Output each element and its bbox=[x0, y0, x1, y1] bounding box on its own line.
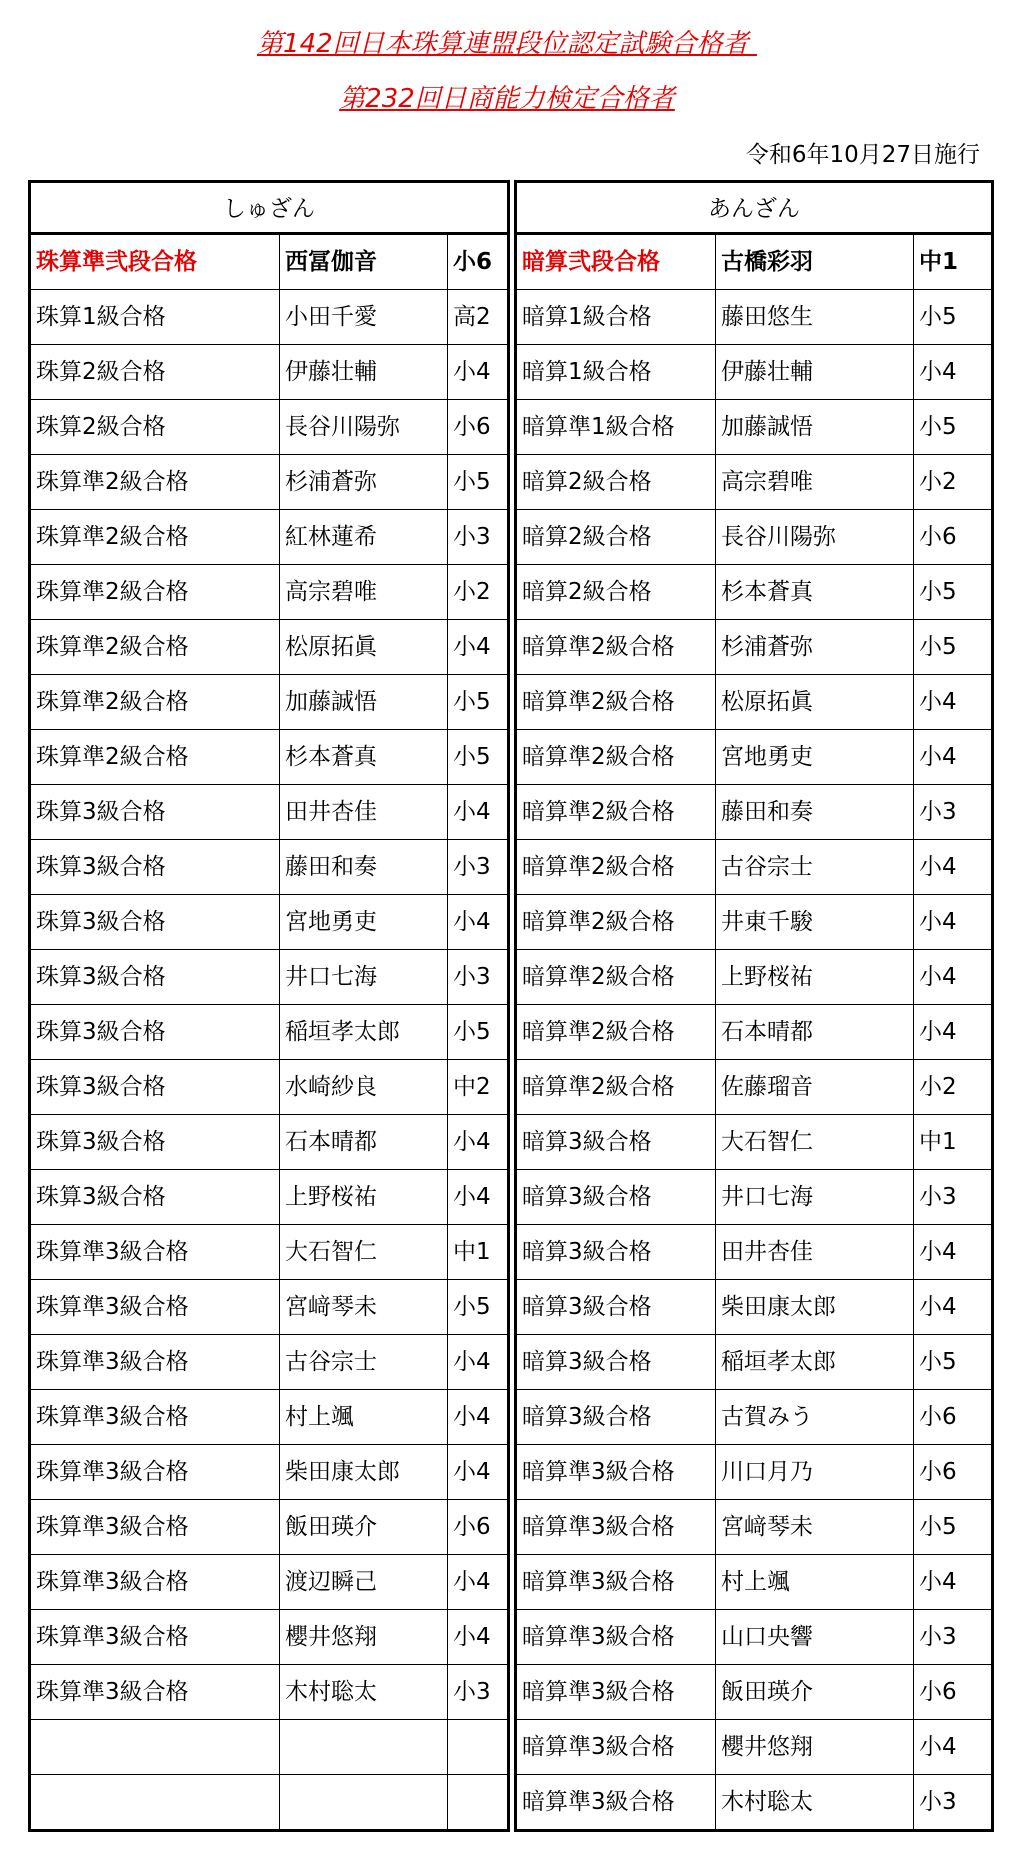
name-cell: 古賀みう bbox=[715, 1390, 913, 1444]
table-row bbox=[517, 895, 991, 950]
school-year-cell: 小5 bbox=[913, 565, 991, 619]
grade-cell: 暗算準2級合格 bbox=[522, 1019, 675, 1045]
name-cell: 宮地勇吏 bbox=[279, 895, 447, 949]
grade-cell: 珠算準3級合格 bbox=[36, 1294, 189, 1320]
name-cell: 宮﨑琴未 bbox=[715, 1500, 913, 1554]
school-year-cell: 小4 bbox=[447, 1170, 507, 1224]
school-year-cell: 小5 bbox=[447, 730, 507, 784]
name-cell: 松原拓眞 bbox=[279, 620, 447, 674]
grade-cell: 暗算3級合格 bbox=[522, 1349, 652, 1375]
grade-cell: 珠算2級合格 bbox=[36, 414, 166, 440]
table-row bbox=[517, 400, 991, 455]
name-cell: 稲垣孝太郎 bbox=[279, 1005, 447, 1059]
name-cell bbox=[279, 1720, 447, 1774]
school-year-cell: 小5 bbox=[447, 1280, 507, 1334]
name-cell: 川口月乃 bbox=[715, 1445, 913, 1499]
name-cell: 飯田瑛介 bbox=[279, 1500, 447, 1554]
grade-cell: 暗算1級合格 bbox=[522, 359, 652, 385]
school-year-cell: 中1 bbox=[913, 235, 991, 289]
grade-cell: 暗算準2級合格 bbox=[522, 1074, 675, 1100]
name-cell: 上野桜祐 bbox=[715, 950, 913, 1004]
name-cell: 石本晴都 bbox=[279, 1115, 447, 1169]
grade-cell: 暗算3級合格 bbox=[522, 1129, 652, 1155]
school-year-cell: 小4 bbox=[447, 620, 507, 674]
school-year-cell: 小4 bbox=[447, 1445, 507, 1499]
name-cell: 杉浦蒼弥 bbox=[279, 455, 447, 509]
name-cell: 藤田和奏 bbox=[715, 785, 913, 839]
school-year-cell: 小3 bbox=[913, 1610, 991, 1664]
name-cell: 藤田和奏 bbox=[279, 840, 447, 894]
school-year-cell: 小4 bbox=[913, 1005, 991, 1059]
document-subtitle: 第232回日商能力検定合格者 bbox=[339, 84, 675, 114]
name-cell: 柴田康太郎 bbox=[715, 1280, 913, 1334]
school-year-cell: 小6 bbox=[447, 235, 507, 289]
school-year-cell: 小6 bbox=[447, 400, 507, 454]
school-year-cell: 小4 bbox=[913, 1225, 991, 1279]
table-row bbox=[31, 1335, 507, 1390]
anzan-rows bbox=[517, 235, 991, 1829]
grade-cell: 暗算準3級合格 bbox=[522, 1734, 675, 1760]
table-row bbox=[517, 510, 991, 565]
grade-cell: 珠算準弐段合格 bbox=[36, 249, 197, 275]
name-cell: 大石智仁 bbox=[279, 1225, 447, 1279]
name-cell: 田井杏佳 bbox=[279, 785, 447, 839]
school-year-cell: 小4 bbox=[913, 840, 991, 894]
school-year-cell: 小5 bbox=[913, 290, 991, 344]
table-row bbox=[31, 345, 507, 400]
name-cell: 田井杏佳 bbox=[715, 1225, 913, 1279]
name-cell: 稲垣孝太郎 bbox=[715, 1335, 913, 1389]
name-cell: 古橋彩羽 bbox=[715, 235, 913, 289]
table-row bbox=[31, 290, 507, 345]
table-row bbox=[31, 235, 507, 290]
school-year-cell: 小3 bbox=[447, 840, 507, 894]
grade-cell: 暗算準3級合格 bbox=[522, 1789, 675, 1815]
table-row bbox=[517, 1115, 991, 1170]
school-year-cell bbox=[447, 1720, 507, 1774]
grade-cell: 珠算3級合格 bbox=[36, 1129, 166, 1155]
anzan-table bbox=[514, 180, 994, 1832]
table-row bbox=[517, 620, 991, 675]
name-cell: 古谷宗士 bbox=[279, 1335, 447, 1389]
name-cell: 藤田悠生 bbox=[715, 290, 913, 344]
grade-cell: 珠算準2級合格 bbox=[36, 579, 189, 605]
grade-cell: 暗算準2級合格 bbox=[522, 689, 675, 715]
name-cell: 櫻井悠翔 bbox=[279, 1610, 447, 1664]
name-cell: 渡辺瞬己 bbox=[279, 1555, 447, 1609]
name-cell: 木村聡太 bbox=[715, 1775, 913, 1829]
shuzan-table bbox=[28, 180, 510, 1832]
name-cell: 長谷川陽弥 bbox=[279, 400, 447, 454]
table-row bbox=[517, 565, 991, 620]
table-row bbox=[31, 510, 507, 565]
table-row bbox=[31, 1005, 507, 1060]
school-year-cell: 小6 bbox=[913, 1445, 991, 1499]
school-year-cell: 小4 bbox=[913, 895, 991, 949]
name-cell: 佐藤瑠音 bbox=[715, 1060, 913, 1114]
name-cell: 石本晴都 bbox=[715, 1005, 913, 1059]
grade-cell: 暗算準3級合格 bbox=[522, 1459, 675, 1485]
table-row bbox=[31, 1555, 507, 1610]
grade-cell: 暗算準1級合格 bbox=[522, 414, 675, 440]
table-row bbox=[31, 1170, 507, 1225]
grade-cell: 暗算準2級合格 bbox=[522, 909, 675, 935]
grade-cell: 暗算準2級合格 bbox=[522, 854, 675, 880]
table-row bbox=[517, 950, 991, 1005]
table-row bbox=[31, 620, 507, 675]
table-row bbox=[31, 840, 507, 895]
grade-cell: 珠算準3級合格 bbox=[36, 1349, 189, 1375]
name-cell: 村上颯 bbox=[715, 1555, 913, 1609]
school-year-cell: 小5 bbox=[913, 1335, 991, 1389]
table-row bbox=[517, 785, 991, 840]
grade-cell: 珠算準2級合格 bbox=[36, 469, 189, 495]
results-grid bbox=[28, 180, 994, 1832]
name-cell: 杉浦蒼弥 bbox=[715, 620, 913, 674]
grade-cell: 暗算準3級合格 bbox=[522, 1514, 675, 1540]
name-cell: 高宗碧唯 bbox=[279, 565, 447, 619]
school-year-cell: 小4 bbox=[913, 675, 991, 729]
table-row bbox=[517, 1665, 991, 1720]
grade-cell: 珠算2級合格 bbox=[36, 359, 166, 385]
grade-cell: 暗算準2級合格 bbox=[522, 744, 675, 770]
grade-cell: 珠算3級合格 bbox=[36, 799, 166, 825]
school-year-cell: 小6 bbox=[913, 1665, 991, 1719]
shuzan-header: しゅざん bbox=[31, 183, 507, 235]
table-row bbox=[517, 235, 991, 290]
school-year-cell: 小4 bbox=[913, 950, 991, 1004]
grade-cell: 珠算準3級合格 bbox=[36, 1239, 189, 1265]
grade-cell: 暗算準3級合格 bbox=[522, 1569, 675, 1595]
grade-cell: 珠算準3級合格 bbox=[36, 1459, 189, 1485]
grade-cell: 暗算2級合格 bbox=[522, 579, 652, 605]
grade-cell bbox=[31, 1775, 279, 1829]
school-year-cell: 中1 bbox=[447, 1225, 507, 1279]
grade-cell: 暗算3級合格 bbox=[522, 1184, 652, 1210]
grade-cell: 暗算準2級合格 bbox=[522, 799, 675, 825]
table-row bbox=[31, 895, 507, 950]
school-year-cell: 小4 bbox=[913, 345, 991, 399]
school-year-cell: 小5 bbox=[447, 455, 507, 509]
grade-cell: 暗算準2級合格 bbox=[522, 634, 675, 660]
school-year-cell: 小4 bbox=[447, 345, 507, 399]
table-row bbox=[31, 1775, 507, 1829]
grade-cell: 珠算準3級合格 bbox=[36, 1514, 189, 1540]
grade-cell: 暗算3級合格 bbox=[522, 1239, 652, 1265]
anzan-header: あんざん bbox=[517, 183, 991, 235]
school-year-cell: 小3 bbox=[447, 950, 507, 1004]
grade-cell: 暗算準3級合格 bbox=[522, 1624, 675, 1650]
name-cell: 小田千愛 bbox=[279, 290, 447, 344]
school-year-cell: 小4 bbox=[913, 1280, 991, 1334]
school-year-cell: 小5 bbox=[447, 1005, 507, 1059]
table-row bbox=[31, 1500, 507, 1555]
table-row bbox=[31, 1720, 507, 1775]
school-year-cell: 小4 bbox=[447, 1115, 507, 1169]
name-cell: 宮地勇吏 bbox=[715, 730, 913, 784]
name-cell: 上野桜祐 bbox=[279, 1170, 447, 1224]
name-cell: 水崎紗良 bbox=[279, 1060, 447, 1114]
name-cell: 杉本蒼真 bbox=[715, 565, 913, 619]
school-year-cell: 小4 bbox=[447, 1555, 507, 1609]
school-year-cell: 小4 bbox=[447, 785, 507, 839]
grade-cell: 珠算準3級合格 bbox=[36, 1569, 189, 1595]
grade-cell: 珠算3級合格 bbox=[36, 1184, 166, 1210]
name-cell: 井口七海 bbox=[715, 1170, 913, 1224]
table-row bbox=[517, 675, 991, 730]
name-cell: 宮﨑琴未 bbox=[279, 1280, 447, 1334]
table-row bbox=[517, 290, 991, 345]
grade-cell: 珠算3級合格 bbox=[36, 854, 166, 880]
name-cell: 伊藤壮輔 bbox=[715, 345, 913, 399]
table-row bbox=[517, 1720, 991, 1775]
table-row bbox=[31, 1060, 507, 1115]
table-row bbox=[31, 1115, 507, 1170]
table-row bbox=[517, 345, 991, 400]
table-row bbox=[31, 1225, 507, 1280]
name-cell: 加藤誠悟 bbox=[279, 675, 447, 729]
name-cell: 長谷川陽弥 bbox=[715, 510, 913, 564]
name-cell bbox=[279, 1775, 447, 1829]
table-row bbox=[31, 785, 507, 840]
grade-cell: 暗算3級合格 bbox=[522, 1404, 652, 1430]
table-row bbox=[517, 1610, 991, 1665]
table-row bbox=[517, 1225, 991, 1280]
name-cell: 井東千駿 bbox=[715, 895, 913, 949]
school-year-cell: 小4 bbox=[447, 895, 507, 949]
school-year-cell: 小5 bbox=[913, 1500, 991, 1554]
grade-cell: 珠算3級合格 bbox=[36, 1019, 166, 1045]
table-row bbox=[517, 455, 991, 510]
table-row bbox=[517, 1280, 991, 1335]
name-cell: 飯田瑛介 bbox=[715, 1665, 913, 1719]
name-cell: 西冨伽音 bbox=[279, 235, 447, 289]
name-cell: 紅林蓮希 bbox=[279, 510, 447, 564]
school-year-cell: 小4 bbox=[447, 1335, 507, 1389]
school-year-cell: 小2 bbox=[447, 565, 507, 619]
table-row bbox=[517, 1335, 991, 1390]
grade-cell: 暗算3級合格 bbox=[522, 1294, 652, 1320]
table-row bbox=[31, 455, 507, 510]
exam-date: 令和6年10月27日施行 bbox=[745, 142, 980, 168]
school-year-cell: 中2 bbox=[447, 1060, 507, 1114]
table-row bbox=[31, 950, 507, 1005]
grade-cell: 珠算1級合格 bbox=[36, 304, 166, 330]
school-year-cell: 小3 bbox=[913, 1170, 991, 1224]
school-year-cell: 小3 bbox=[447, 510, 507, 564]
school-year-cell: 小4 bbox=[447, 1610, 507, 1664]
school-year-cell: 小6 bbox=[913, 1390, 991, 1444]
table-row bbox=[517, 730, 991, 785]
school-year-cell: 小2 bbox=[913, 1060, 991, 1114]
name-cell: 大石智仁 bbox=[715, 1115, 913, 1169]
table-row bbox=[517, 1775, 991, 1829]
grade-cell: 珠算3級合格 bbox=[36, 1074, 166, 1100]
table-row bbox=[517, 1005, 991, 1060]
school-year-cell: 小5 bbox=[447, 675, 507, 729]
table-row bbox=[31, 730, 507, 785]
table-row bbox=[31, 1665, 507, 1720]
name-cell: 村上颯 bbox=[279, 1390, 447, 1444]
school-year-cell: 小5 bbox=[913, 620, 991, 674]
grade-cell: 暗算弐段合格 bbox=[522, 249, 660, 275]
school-year-cell: 小4 bbox=[913, 1720, 991, 1774]
school-year-cell: 高2 bbox=[447, 290, 507, 344]
table-row bbox=[517, 1170, 991, 1225]
grade-cell: 暗算準3級合格 bbox=[522, 1679, 675, 1705]
grade-cell bbox=[31, 1720, 279, 1774]
table-row bbox=[31, 1445, 507, 1500]
table-row bbox=[31, 1610, 507, 1665]
name-cell: 柴田康太郎 bbox=[279, 1445, 447, 1499]
name-cell: 古谷宗士 bbox=[715, 840, 913, 894]
school-year-cell: 小6 bbox=[447, 1500, 507, 1554]
name-cell: 木村聡太 bbox=[279, 1665, 447, 1719]
school-year-cell: 小4 bbox=[913, 730, 991, 784]
table-row bbox=[31, 1280, 507, 1335]
table-row bbox=[31, 400, 507, 455]
table-row bbox=[517, 1060, 991, 1115]
table-row bbox=[517, 840, 991, 895]
table-row bbox=[31, 675, 507, 730]
school-year-cell bbox=[447, 1775, 507, 1829]
school-year-cell: 小3 bbox=[447, 1665, 507, 1719]
name-cell: 伊藤壮輔 bbox=[279, 345, 447, 399]
school-year-cell: 小5 bbox=[913, 400, 991, 454]
grade-cell: 暗算2級合格 bbox=[522, 469, 652, 495]
grade-cell: 珠算準2級合格 bbox=[36, 744, 189, 770]
grade-cell: 珠算準3級合格 bbox=[36, 1404, 189, 1430]
table-row bbox=[517, 1500, 991, 1555]
name-cell: 加藤誠悟 bbox=[715, 400, 913, 454]
name-cell: 井口七海 bbox=[279, 950, 447, 1004]
grade-cell: 暗算2級合格 bbox=[522, 524, 652, 550]
grade-cell: 珠算準3級合格 bbox=[36, 1624, 189, 1650]
table-row bbox=[517, 1555, 991, 1610]
name-cell: 松原拓眞 bbox=[715, 675, 913, 729]
table-row bbox=[31, 565, 507, 620]
school-year-cell: 中1 bbox=[913, 1115, 991, 1169]
grade-cell: 珠算準2級合格 bbox=[36, 634, 189, 660]
table-row bbox=[517, 1390, 991, 1445]
table-row bbox=[517, 1445, 991, 1500]
grade-cell: 暗算1級合格 bbox=[522, 304, 652, 330]
school-year-cell: 小6 bbox=[913, 510, 991, 564]
grade-cell: 珠算準2級合格 bbox=[36, 689, 189, 715]
name-cell: 杉本蒼真 bbox=[279, 730, 447, 784]
school-year-cell: 小2 bbox=[913, 455, 991, 509]
name-cell: 高宗碧唯 bbox=[715, 455, 913, 509]
document-title: 第142回日本珠算連盟段位認定試験合格者 bbox=[257, 29, 757, 59]
grade-cell: 珠算3級合格 bbox=[36, 964, 166, 990]
shuzan-rows bbox=[31, 235, 507, 1829]
school-year-cell: 小4 bbox=[447, 1390, 507, 1444]
grade-cell: 珠算3級合格 bbox=[36, 909, 166, 935]
name-cell: 山口央響 bbox=[715, 1610, 913, 1664]
grade-cell: 珠算準2級合格 bbox=[36, 524, 189, 550]
name-cell: 櫻井悠翔 bbox=[715, 1720, 913, 1774]
grade-cell: 暗算準2級合格 bbox=[522, 964, 675, 990]
grade-cell: 珠算準3級合格 bbox=[36, 1679, 189, 1705]
school-year-cell: 小4 bbox=[913, 1555, 991, 1609]
table-row bbox=[31, 1390, 507, 1445]
school-year-cell: 小3 bbox=[913, 1775, 991, 1829]
school-year-cell: 小3 bbox=[913, 785, 991, 839]
